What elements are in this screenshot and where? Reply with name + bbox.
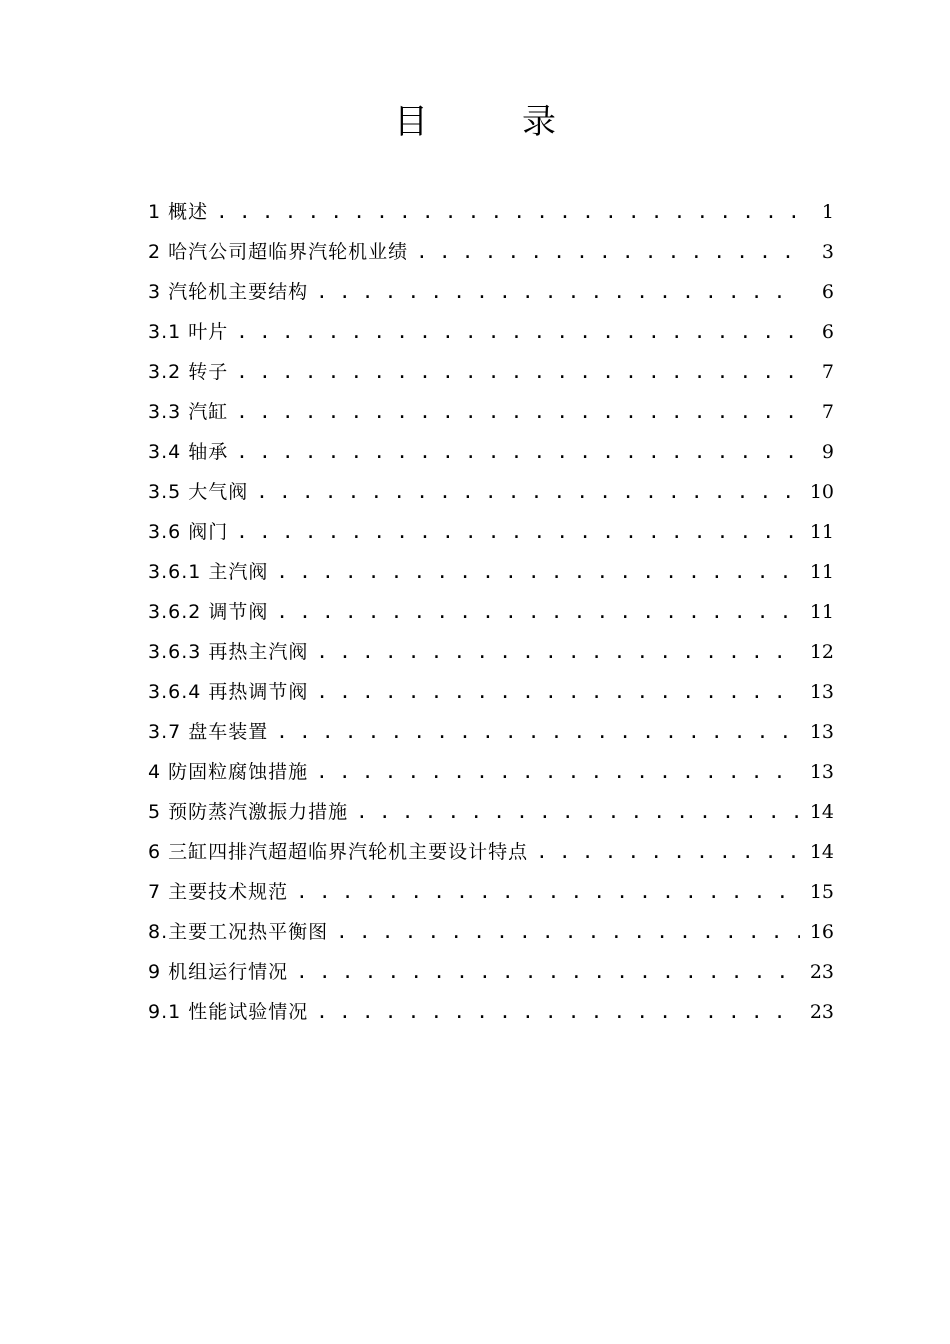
toc-entry-3-6-2[interactable] xyxy=(148,588,834,628)
toc-entry-label: 3.6.1 主汽阀 xyxy=(148,561,269,583)
toc-entry-page: 23 xyxy=(809,961,834,983)
toc-entry-label: 3.3 汽缸 xyxy=(148,401,229,423)
toc-entry-label: 3.6.4 再热调节阀 xyxy=(148,681,309,703)
toc-entry-label: 3.6.2 调节阀 xyxy=(148,601,269,623)
toc-entry-label: 3.5 大气阀 xyxy=(148,481,249,503)
toc-entry-label: 2 哈汽公司超临界汽轮机业绩 xyxy=(148,241,409,263)
toc-dot-leader xyxy=(276,596,799,628)
toc-entry-3[interactable] xyxy=(148,268,834,308)
toc-entry-page: 10 xyxy=(809,481,834,503)
toc-entry-page: 3 xyxy=(821,241,834,263)
toc-dot-leader xyxy=(316,636,799,668)
toc-entry-label: 3.7 盘车装置 xyxy=(148,721,269,743)
toc-dot-leader xyxy=(236,396,800,428)
toc-entry-label: 3 汽轮机主要结构 xyxy=(148,281,309,303)
toc-entry-6[interactable] xyxy=(148,828,834,868)
toc-entry-5[interactable] xyxy=(148,788,834,828)
toc-entry-page: 12 xyxy=(809,641,834,663)
toc-entry-page: 14 xyxy=(809,801,834,823)
toc-entry-page: 11 xyxy=(809,601,834,623)
toc-entry-page: 14 xyxy=(809,841,834,863)
toc-dot-leader xyxy=(316,996,800,1028)
toc-entry-page: 11 xyxy=(809,561,834,583)
toc-entry-label: 6 三缸四排汽超超临界汽轮机主要设计特点 xyxy=(148,841,529,863)
toc-entry-label: 1 概述 xyxy=(148,201,209,223)
toc-entry-3-5[interactable] xyxy=(148,468,834,508)
toc-dot-leader xyxy=(276,716,800,748)
toc-entry-3-6-3[interactable] xyxy=(148,628,834,668)
toc-entry-2[interactable] xyxy=(148,228,834,268)
toc-entry-page: 7 xyxy=(821,361,834,383)
toc-entry-page: 6 xyxy=(821,281,834,303)
toc-entry-3-7[interactable] xyxy=(148,708,834,748)
toc-entry-1[interactable] xyxy=(148,188,834,228)
toc-dot-leader xyxy=(336,916,800,948)
toc-entry-page: 23 xyxy=(809,1001,834,1023)
toc-entry-3-2[interactable] xyxy=(148,348,834,388)
toc-dot-leader xyxy=(316,276,800,308)
toc-dot-leader xyxy=(356,796,800,828)
toc-entry-page: 7 xyxy=(821,401,834,423)
toc-entry-3-6-1[interactable] xyxy=(148,548,834,588)
toc-dot-leader xyxy=(256,476,800,508)
toc-entry-page: 13 xyxy=(809,761,834,783)
toc-entry-page: 15 xyxy=(809,881,834,903)
toc-dot-leader xyxy=(536,836,800,868)
toc-entry-label: 3.4 轴承 xyxy=(148,441,229,463)
toc-entry-label: 8.主要工况热平衡图 xyxy=(148,921,329,943)
toc-dot-leader xyxy=(236,316,800,348)
toc-entry-page: 11 xyxy=(809,521,834,543)
toc-entry-9-1[interactable] xyxy=(148,988,834,1028)
toc-entry-page: 6 xyxy=(821,321,834,343)
toc-entry-8[interactable] xyxy=(148,908,834,948)
toc-entry-label: 5 预防蒸汽激振力措施 xyxy=(148,801,349,823)
toc-title: 目 录 xyxy=(394,102,586,142)
toc-entry-3-6-4[interactable] xyxy=(148,668,834,708)
toc-entry-label: 3.1 叶片 xyxy=(148,321,229,343)
toc-entry-page: 13 xyxy=(809,681,834,703)
toc-dot-leader xyxy=(216,196,800,228)
toc-entry-page: 9 xyxy=(821,441,834,463)
toc-dot-leader xyxy=(316,676,799,708)
toc-dot-leader xyxy=(276,556,799,588)
toc-entry-3-1[interactable] xyxy=(148,308,834,348)
toc-dot-leader xyxy=(416,236,800,268)
toc-entry-label: 9.1 性能试验情况 xyxy=(148,1001,309,1023)
toc-dot-leader xyxy=(236,356,800,388)
toc-list xyxy=(148,188,834,1028)
toc-entry-label: 3.6.3 再热主汽阀 xyxy=(148,641,309,663)
toc-entry-label: 9 机组运行情况 xyxy=(148,961,289,983)
toc-dot-leader xyxy=(316,756,800,788)
toc-entry-3-3[interactable] xyxy=(148,388,834,428)
toc-entry-label: 3.6 阀门 xyxy=(148,521,229,543)
toc-dot-leader xyxy=(296,876,800,908)
toc-dot-leader xyxy=(296,956,800,988)
toc-entry-page: 1 xyxy=(821,201,834,223)
toc-entry-4[interactable] xyxy=(148,748,834,788)
toc-entry-label: 7 主要技术规范 xyxy=(148,881,289,903)
toc-entry-label: 3.2 转子 xyxy=(148,361,229,383)
toc-entry-7[interactable] xyxy=(148,868,834,908)
toc-entry-label: 4 防固粒腐蚀措施 xyxy=(148,761,309,783)
toc-entry-3-6[interactable] xyxy=(148,508,834,548)
toc-dot-leader xyxy=(236,516,800,548)
toc-entry-page: 16 xyxy=(809,921,834,943)
toc-dot-leader xyxy=(236,436,800,468)
toc-entry-9[interactable] xyxy=(148,948,834,988)
toc-entry-page: 13 xyxy=(809,721,834,743)
toc-entry-3-4[interactable] xyxy=(148,428,834,468)
